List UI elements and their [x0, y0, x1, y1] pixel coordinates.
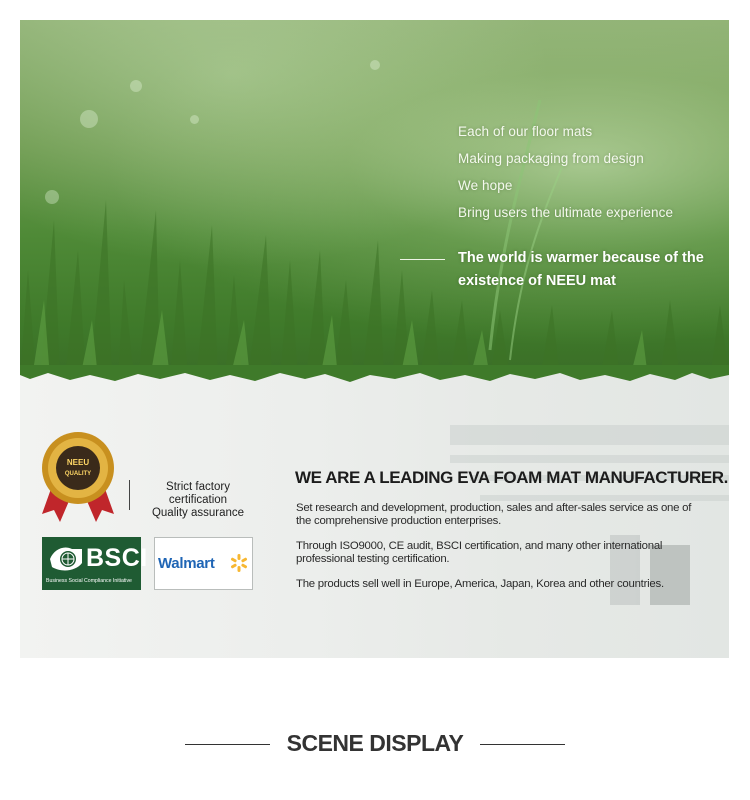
company-heading: WE ARE A LEADING EVA FOAM MAT MANUFACTURER. — [295, 468, 728, 487]
scene-rule-right — [480, 744, 565, 745]
bsci-subtitle: Business Social Compliance Initiative — [46, 578, 132, 584]
paragraph-line: Set research and development, production, sales and after-sales service as one of — [296, 502, 692, 514]
quality-medal-icon — [40, 430, 116, 526]
cert-divider — [129, 480, 130, 510]
walmart-spark-icon — [229, 553, 249, 573]
scene-display-title: SCENE DISPLAY — [286, 730, 464, 756]
bsci-globe-icon — [46, 541, 86, 577]
svg-text:QUALITY: QUALITY — [64, 471, 92, 477]
company-paragraph-2 — [296, 540, 662, 565]
walmart-logo — [154, 537, 253, 590]
hero-divider — [400, 259, 445, 260]
company-paragraph-1 — [296, 502, 691, 527]
cert-caption — [138, 481, 258, 520]
hero-line: Each of our floor mats — [458, 124, 593, 139]
bsci-logo — [42, 537, 148, 590]
walmart-wordmark: Walmart — [158, 555, 215, 572]
hero-banner — [20, 20, 729, 378]
paragraph-line: professional testing certification. — [296, 552, 450, 565]
cert-line: Quality assurance — [151, 507, 245, 519]
hero-slogan: The world is warmer because of the existence of NEEU mat — [458, 250, 704, 289]
hero-text-block — [458, 118, 673, 226]
hero-line: Bring users the ultimate experience — [458, 205, 674, 220]
company-paragraph-3: The products sell well in Europe, America, Japan, Korea and other countries. — [296, 578, 664, 590]
paragraph-line: Through ISO9000, CE audit, BSCI certification, and many other international — [296, 540, 663, 552]
paragraph-line: the comprehensive production enterprises. — [296, 514, 502, 527]
bsci-wordmark: BSCI — [86, 544, 148, 572]
torn-paper-edge — [20, 365, 729, 387]
scene-rule-left — [185, 744, 270, 745]
svg-text:NEEU: NEEU — [66, 458, 90, 467]
cert-line: Strict factory certification — [166, 481, 230, 506]
hero-line: We hope — [458, 178, 513, 193]
hero-line: Making packaging from design — [458, 151, 644, 166]
